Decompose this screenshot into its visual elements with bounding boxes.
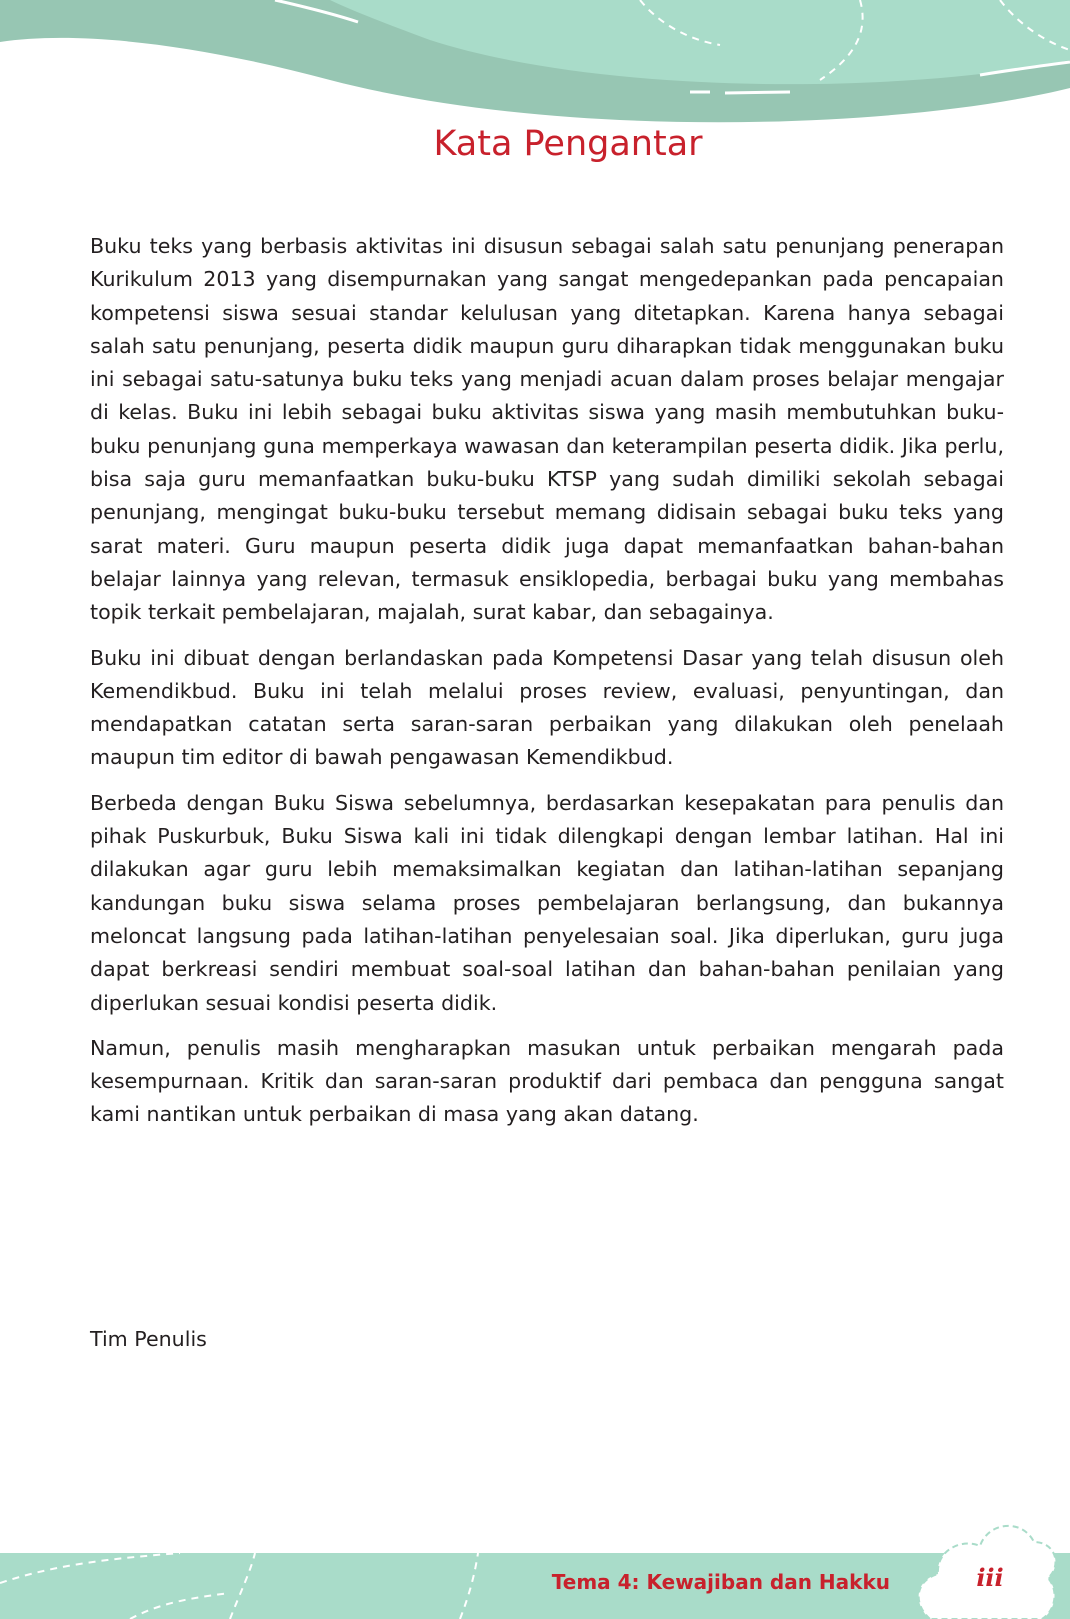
page-title: Kata Pengantar: [433, 124, 703, 164]
footer-theme-label: Tema 4: Kewajiban dan Hakku: [551, 1570, 890, 1594]
foreword-body: [90, 230, 1004, 1144]
page-number: iii: [976, 1563, 1004, 1592]
foreword-paragraph: Namun, penulis masih mengharapkan masukan untuk perbaikan mengarah pada kesempurnaan. Kritik dan saran-saran produktif dari pembaca dan pengguna sangat kami nantikan untuk perbaikan di masa yang akan datang.: [90, 1035, 1004, 1127]
signature: Tim Penulis: [90, 1327, 207, 1351]
foreword-paragraph: Buku teks yang berbasis aktivitas ini disusun sebagai salah satu penunjang penerapan Kurikulum 2013 yang disempurnakan yang sangat mengedepankan pada pencapaian kompetensi siswa sesuai standar kelulusan yang ditetapkan. Karena hanya sebagai salah satu penunjang, peserta didik maupun guru diharapkan tidak menggunakan buku ini sebagai satu-satunya buku teks yang menjadi acuan dalam proses belajar mengajar di kelas. Buku ini lebih sebagai buku aktivitas siswa yang masih membutuhkan buku-buku penunjang guna memperkaya wawasan dan keterampilan peserta didik. Jika perlu, bisa saja guru memanfaatkan buku-buku KTSP yang sudah dimiliki sekolah sebagai penunjang, mengingat buku-buku tersebut memang didisain sebagai buku teks yang sarat materi. Guru maupun peserta didik juga dapat memanfaatkan bahan-bahan belajar lainnya yang relevan, termasuk ensiklopedia, berbagai buku yang membahas topik terkait pembelajaran, majalah, surat kabar, dan sebagainya.: [90, 234, 1004, 625]
foreword-paragraph: Berbeda dengan Buku Siswa sebelumnya, berdasarkan kesepakatan para penulis dan pihak Puskurbuk, Buku Siswa kali ini tidak dilengkapi dengan lembar latihan. Hal ini dilakukan agar guru lebih memaksimalkan kegiatan dan latihan-latihan sepanjang kandungan buku siswa selama proses pembelajaran berlangsung, dan bukannya meloncat langsung pada latihan-latihan penyelesaian soal. Jika diperlukan, guru juga dapat berkreasi sendiri membuat soal-soal latihan dan bahan-bahan penilaian yang diperlukan sesuai kondisi peserta didik.: [90, 790, 1004, 1015]
foreword-paragraph: Buku ini dibuat dengan berlandaskan pada Kompetensi Dasar yang telah disusun oleh Kemendikbud. Buku ini telah melalui proses review, evaluasi, penyuntingan, dan mendapatkan catatan serta saran-saran perbaikan yang dilakukan oleh penelaah maupun tim editor di bawah pengawasan Kemendikbud.: [90, 645, 1004, 770]
